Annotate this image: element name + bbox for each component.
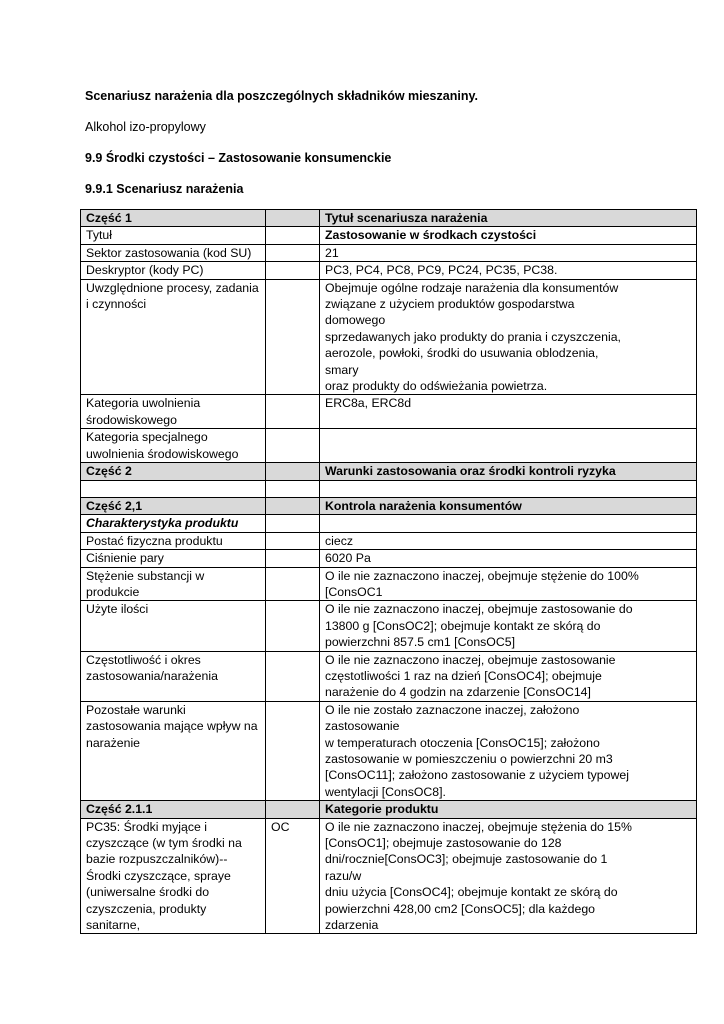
document-heading: Scenariusz narażenia dla poszczególnych składników mieszaniny.	[85, 89, 478, 103]
cisnienie-value: 6020 Pa	[320, 550, 697, 567]
part21-label: Część 2,1	[81, 497, 266, 514]
uzyte-label: Użyte ilości	[81, 601, 266, 651]
czestotliwosc-label: Częstotliwość i okres zastosowania/narażenia	[81, 651, 266, 701]
table-row-kategoria-specjalnego	[81, 429, 697, 463]
table-row-part21	[81, 497, 697, 514]
table-row-sektor	[81, 244, 697, 261]
table-row-tytul	[81, 227, 697, 244]
table-row-procesy	[81, 279, 697, 395]
postac-label: Postać fizyczna produktu	[81, 532, 266, 549]
table-row-part1	[81, 210, 697, 227]
subsection-title: 9.9.1 Scenariusz narażenia	[85, 182, 244, 196]
kategoria-uwolnienia-value: ERC8a, ERC8d	[320, 395, 697, 429]
deskryptor-value: PC3, PC4, PC8, PC9, PC24, PC35, PC38.	[320, 262, 697, 279]
table-row-stezenie	[81, 567, 697, 601]
table-row-czestotliwosc	[81, 651, 697, 701]
kategoria-specjalnego-label: Kategoria specjalnego uwolnienia środowiskowego	[81, 429, 266, 463]
uzyte-value: O ile nie zaznaczono inaczej, obejmuje zastosowanie do 13800 g [ConsOC2]; obejmuje kontakt ze skórą do powierzchni 857.5 cm1 [ConsOC5]	[320, 601, 697, 651]
table-row-deskryptor	[81, 262, 697, 279]
part1-label: Część 1	[81, 210, 266, 227]
exposure-scenario-table	[80, 209, 697, 934]
pozostale-label: Pozostałe warunki zastosowania mające wpływ na narażenie	[81, 701, 266, 800]
part2-label: Część 2	[81, 463, 266, 480]
deskryptor-label: Deskryptor (kody PC)	[81, 262, 266, 279]
table-row-kategoria-uwolnienia	[81, 395, 697, 429]
pc35-code: OC	[266, 818, 320, 934]
section-title: 9.9 Środki czystości – Zastosowanie konsumenckie	[85, 151, 392, 165]
part1-title-label: Tytuł scenariusza narażenia	[320, 210, 697, 227]
part1-empty-cell	[266, 210, 320, 227]
czestotliwosc-value: O ile nie zaznaczono inaczej, obejmuje zastosowanie częstotliwości 1 raz na dzień [ConsOC4]; obejmuje narażenie do 4 godzin na zdarzenie [ConsOC14]	[320, 651, 697, 701]
kategoria-specjalnego-value	[320, 429, 697, 463]
sektor-label: Sektor zastosowania (kod SU)	[81, 244, 266, 261]
table-row-cisnienie	[81, 550, 697, 567]
table-row-product-heading	[81, 515, 697, 532]
product-heading: Charakterystyka produktu	[81, 515, 266, 532]
part2-title: Warunki zastosowania oraz środki kontroli ryzyka	[320, 463, 697, 480]
table-row-uzyte	[81, 601, 697, 651]
part21-title: Kontrola narażenia konsumentów	[320, 497, 697, 514]
kategoria-uwolnienia-label: Kategoria uwolnienia środowiskowego	[81, 395, 266, 429]
pc35-value: O ile nie zaznaczono inaczej, obejmuje stężenia do 15% [ConsOC1]; obejmuje zastosowanie do 128 dni/rocznie[ConsOC3]; obejmuje zastosowanie do 1 razu/w dniu użycia [ConsOC4]; obejmuje kontakt ze skórą do powierzchni 428,00 cm2 [ConsOC5]; dla każdego zdarzenia	[320, 818, 697, 934]
substance-name: Alkohol izo-propylowy	[85, 120, 206, 134]
stezenie-value: O ile nie zaznaczono inaczej, obejmuje stężenie do 100% [ConsOC1	[320, 567, 697, 601]
sektor-value: 21	[320, 244, 697, 261]
stezenie-label: Stężenie substancji w produkcie	[81, 567, 266, 601]
procesy-value: Obejmuje ogólne rodzaje narażenia dla konsumentów związane z użyciem produktów gospodarstwa domowego sprzedawanych jako produkty do prania i czyszczenia, aerozole, powłoki, środki do usuwania oblodzenia, smary oraz produkty do odświeżania powietrza.	[320, 279, 697, 395]
cisnienie-label: Ciśnienie pary	[81, 550, 266, 567]
table-row-spacer	[81, 480, 697, 497]
table-row-part211	[81, 801, 697, 818]
postac-value: ciecz	[320, 532, 697, 549]
tytul-value: Zastosowanie w środkach czystości	[320, 227, 697, 244]
pozostale-value: O ile nie zostało zaznaczone inaczej, założono zastosowanie w temperaturach otoczenia [ConsOC15]; założono zastosowanie w pomieszczeniu o powierzchni 20 m3 [ConsOC11]; założono zastosowanie z użyciem typowej wentylacji [ConsOC8].	[320, 701, 697, 800]
tytul-label: Tytuł	[81, 227, 266, 244]
table-row-part2	[81, 463, 697, 480]
part211-title: Kategorie produktu	[320, 801, 697, 818]
part211-label: Część 2.1.1	[81, 801, 266, 818]
table-row-pc35	[81, 818, 697, 934]
procesy-label: Uwzględnione procesy, zadania i czynności	[81, 279, 266, 395]
pc35-label: PC35: Środki myjące i czyszczące (w tym środki na bazie rozpuszczalników)-- Środki czyszczące, spraye (uniwersalne środki do czyszczenia, produkty sanitarne,	[81, 818, 266, 934]
table-row-postac	[81, 532, 697, 549]
table-row-pozostale	[81, 701, 697, 800]
